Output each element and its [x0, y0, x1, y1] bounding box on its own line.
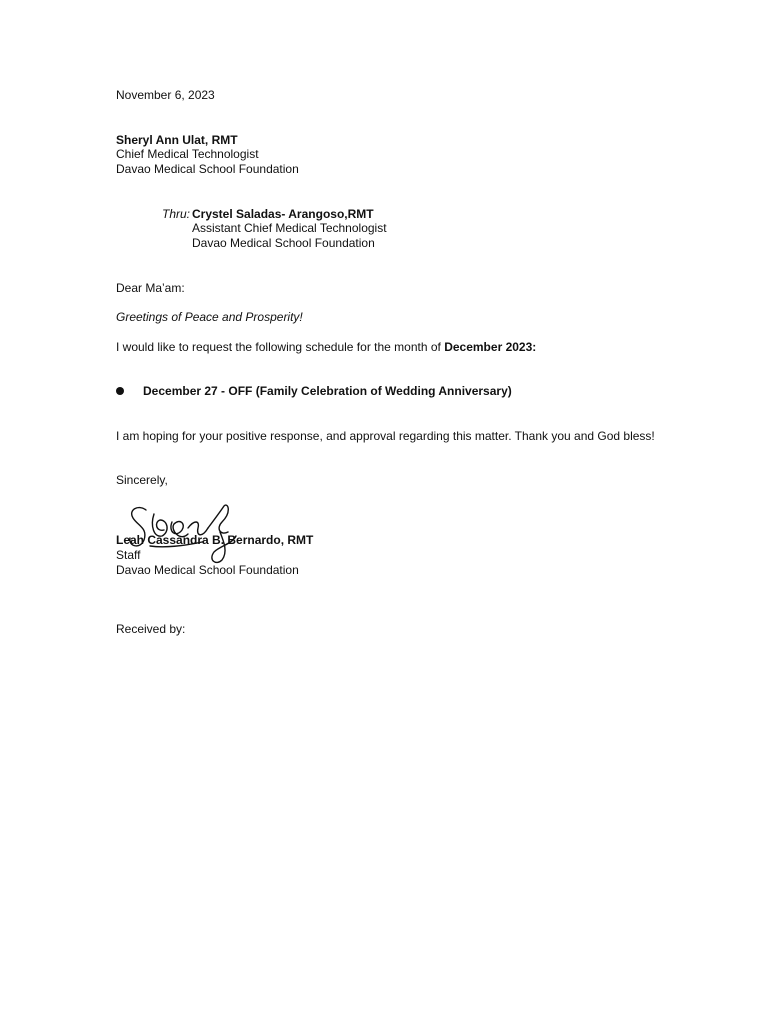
greeting: Greetings of Peace and Prosperity!: [116, 310, 303, 324]
request-paragraph: [116, 340, 536, 355]
sender-org: Davao Medical School Foundation: [116, 563, 299, 577]
request-month: December 2023:: [444, 340, 537, 354]
request-text: I would like to request the following schedule for the month of: [116, 340, 445, 354]
salutation: Dear Ma’am:: [116, 281, 185, 295]
schedule-item: December 27 - OFF (Family Celebration of Wedding Anniversary): [143, 384, 512, 398]
received-by: Received by:: [116, 622, 186, 636]
closing: Sincerely,: [116, 473, 168, 487]
signature-icon: [124, 498, 240, 568]
sender-name: Leah Cassandra B. Bernardo, RMT: [116, 533, 314, 547]
recipient-title: Chief Medical Technologist: [116, 147, 259, 161]
sender-title: Staff: [116, 548, 141, 562]
bullet-icon: [116, 387, 124, 395]
thru-title: Assistant Chief Medical Technologist: [192, 221, 387, 235]
letter-date: November 6, 2023: [116, 88, 215, 102]
thru-label: Thru:: [162, 207, 191, 221]
recipient-name: Sheryl Ann Ulat, RMT: [116, 133, 238, 147]
recipient-org: Davao Medical School Foundation: [116, 162, 299, 176]
closing-paragraph: I am hoping for your positive response, and approval regarding this matter. Thank you and God bless!: [116, 429, 655, 443]
thru-org: Davao Medical School Foundation: [192, 236, 375, 250]
thru-name: Crystel Saladas- Arangoso,RMT: [192, 207, 374, 221]
